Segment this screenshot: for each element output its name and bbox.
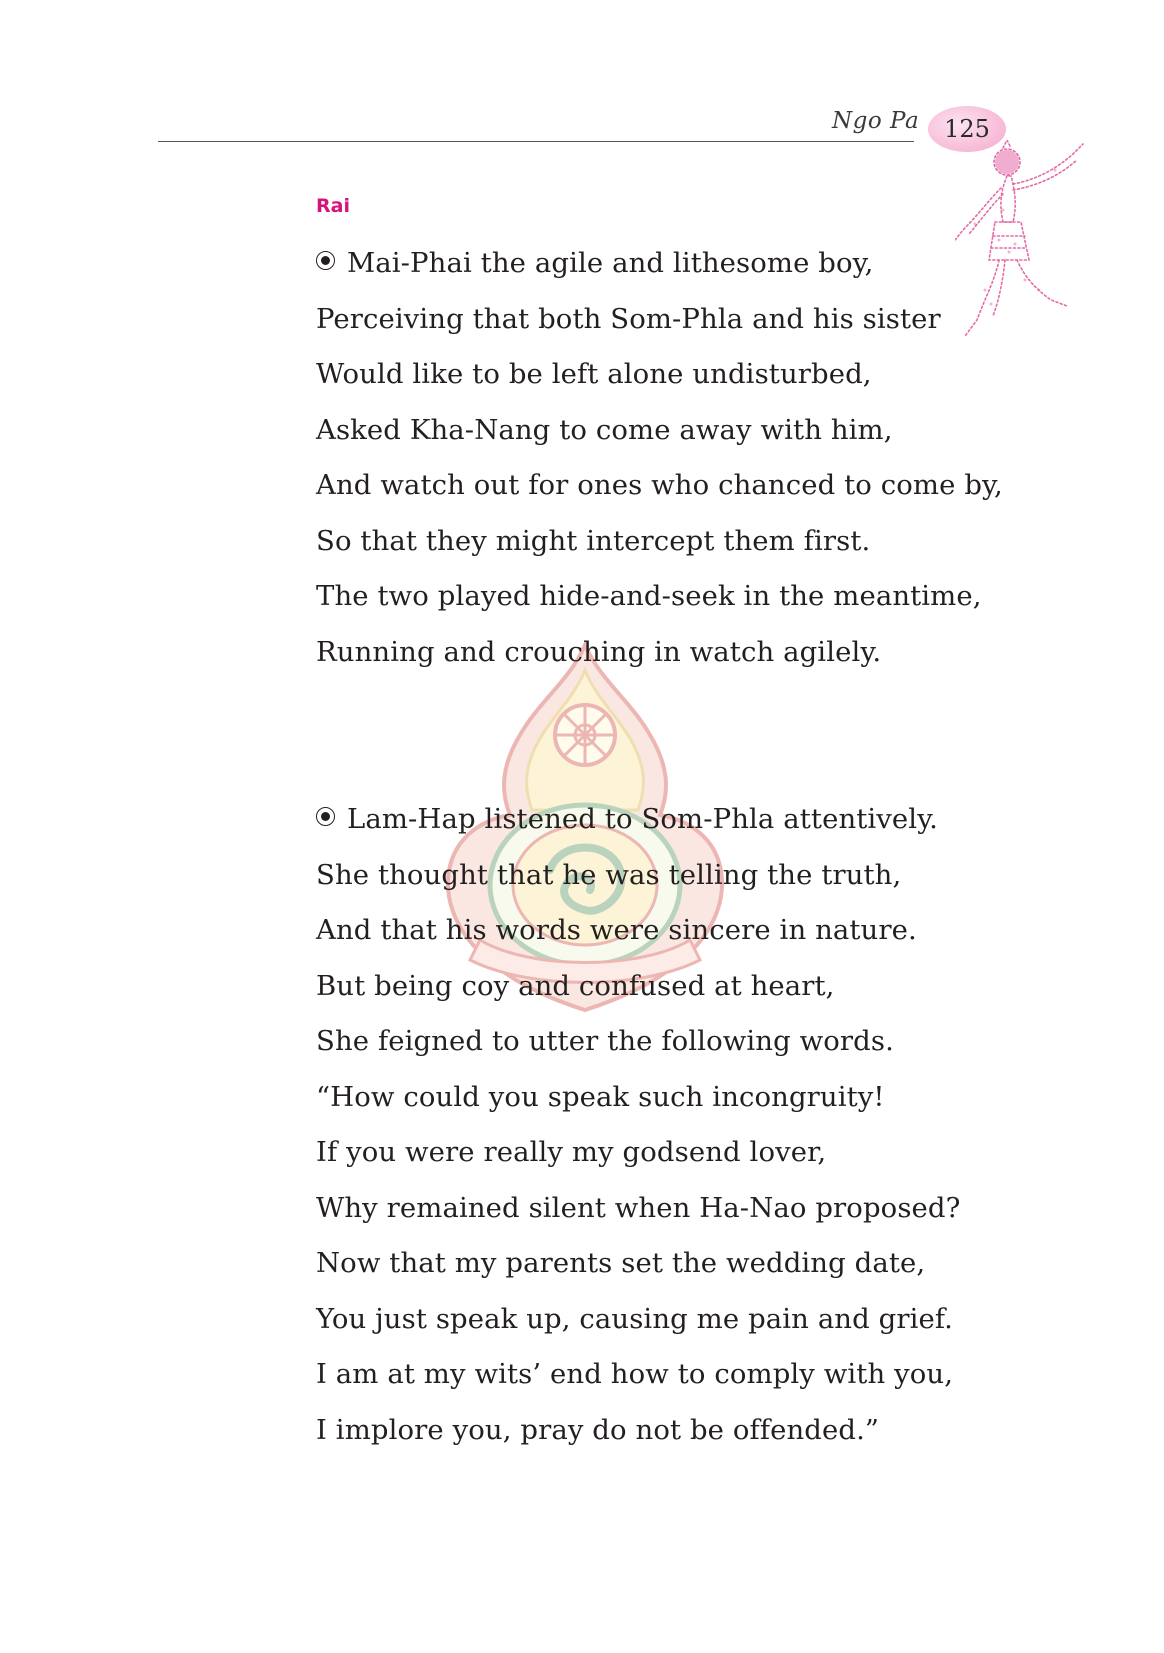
verse-line: And that his words were sincere in nature. xyxy=(316,914,917,946)
verse-line: Would like to be left alone undisturbed, xyxy=(316,358,872,390)
verse-text: Mai-Phai the agile and lithesome boy, xyxy=(347,247,874,279)
verse-line: The two played hide-and-seek in the meantime, xyxy=(316,580,982,612)
stanza-2 xyxy=(316,792,960,1458)
verse-line: So that they might intercept them first. xyxy=(316,524,871,557)
verse-line: Perceiving that both Som-Phla and his sister xyxy=(316,302,941,335)
verse-line: I am at my wits’ end how to comply with you, xyxy=(316,1358,954,1390)
page-number: 125 xyxy=(944,115,990,143)
verse-line xyxy=(316,792,960,848)
verse-line: She feigned to utter the following words. xyxy=(316,1025,894,1057)
verse-line xyxy=(316,236,1003,292)
stanza-1 xyxy=(316,236,1003,680)
section-label: Rai xyxy=(316,195,350,217)
running-title: Ngo Pa xyxy=(832,108,920,134)
verse-line: If you were really my godsend lover, xyxy=(316,1136,827,1168)
verse-line: And watch out for ones who chanced to come by, xyxy=(316,469,1003,501)
verse-text: Lam-Hap listened to Som-Phla attentively. xyxy=(347,803,939,835)
verse-line: Now that my parents set the wedding date, xyxy=(316,1247,926,1279)
verse-line: You just speak up, causing me pain and grief. xyxy=(316,1302,954,1335)
verse-line: “How could you speak such incongruity! xyxy=(316,1080,885,1113)
verse-line: Running and crouching in watch agilely. xyxy=(316,635,882,668)
header-rule xyxy=(158,141,914,142)
stanza-bullet-icon xyxy=(316,807,335,826)
verse-line: I implore you, pray do not be offended.” xyxy=(316,1413,880,1446)
verse-line: But being coy and confused at heart, xyxy=(316,969,835,1002)
stanza-bullet-icon xyxy=(316,251,335,270)
verse-line: Asked Kha-Nang to come away with him, xyxy=(316,413,893,446)
verse-line: Why remained silent when Ha-Nao proposed? xyxy=(316,1191,961,1224)
verse-line: She thought that he was telling the truth, xyxy=(316,858,902,891)
